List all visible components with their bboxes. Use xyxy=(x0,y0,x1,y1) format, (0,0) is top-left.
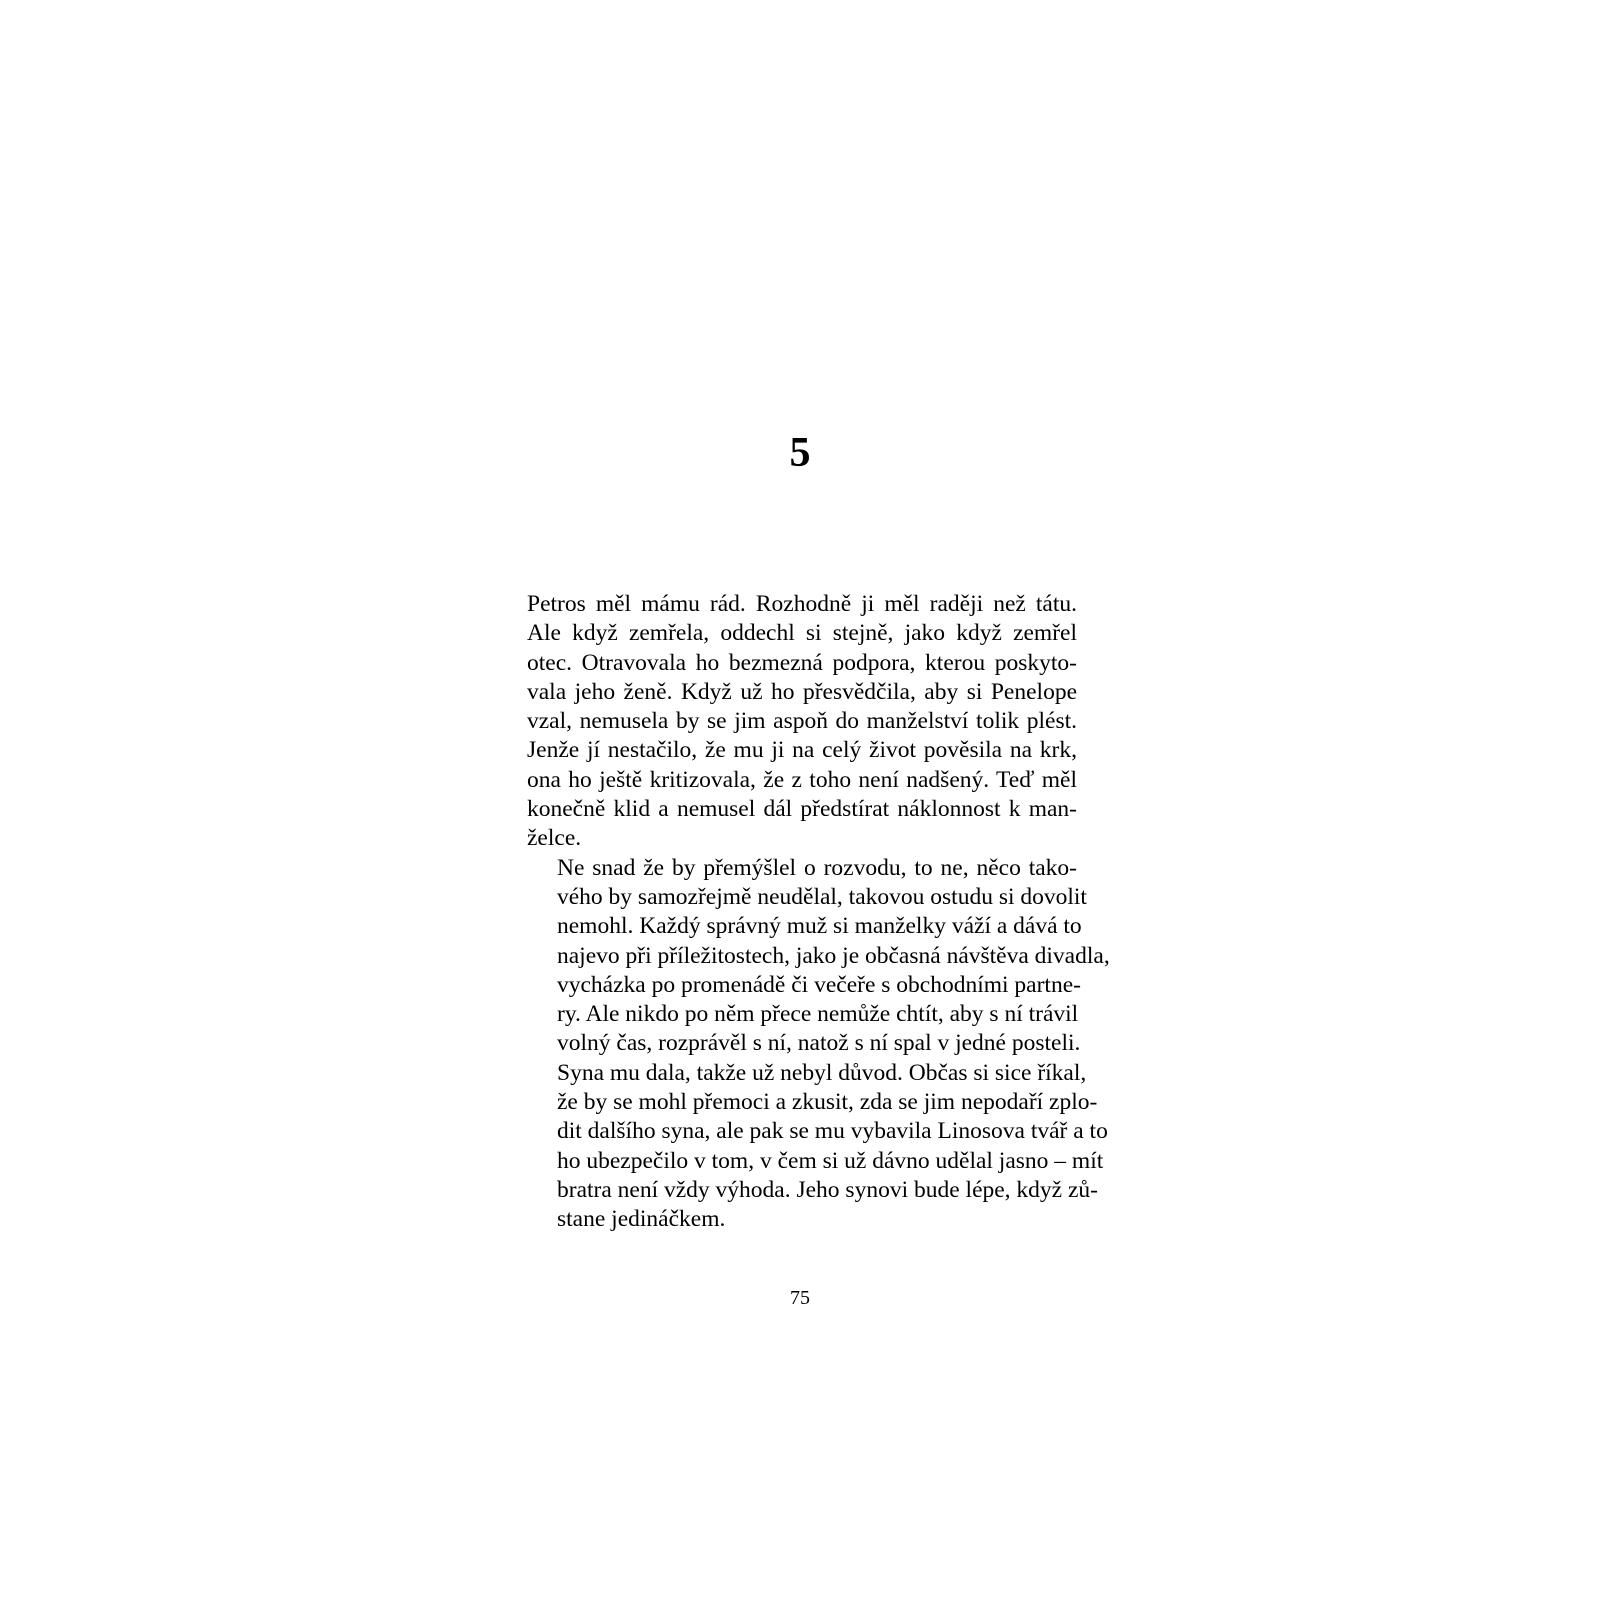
text-line: konečně klid a nemusel dál předstírat náklonnost k man- xyxy=(527,796,1077,823)
text-line: Jenže jí nestačilo, že mu ji na celý život pověsila na krk, xyxy=(527,737,1077,764)
chapter-number: 5 xyxy=(789,430,811,476)
text-line: vzal, nemusela by se jim aspoň do manželství tolik plést. xyxy=(527,708,1077,735)
text-line: želce. xyxy=(527,825,582,852)
text-line: ho ubezpečilo v tom, v čem si už dávno udělal jasno – mít xyxy=(557,1147,1104,1174)
paragraph-2 xyxy=(527,854,1110,1235)
text-line: volný čas, rozprávěl s ní, natož s ní spal v jedné posteli. xyxy=(557,1030,1081,1057)
body-text xyxy=(527,590,1110,1235)
text-line: Syna mu dala, takže už nebyl důvod. Občas si sice říkal, xyxy=(557,1059,1087,1086)
text-line: nemohl. Každý správný muž si manželky váží a dává to xyxy=(557,913,1082,940)
text-line: bratra není vždy výhoda. Jeho synovi bude lépe, když zů- xyxy=(557,1176,1098,1203)
page-number: 75 xyxy=(790,1287,810,1309)
text-line: dit dalšího syna, ale pak se mu vybavila Linosova tvář a to xyxy=(557,1118,1108,1145)
text-line: Ne snad že by přemýšlel o rozvodu, to ne, něco tako- xyxy=(557,854,1077,881)
text-line: otec. Otravovala ho bezmezná podpora, kterou poskyto- xyxy=(527,649,1077,676)
text-line: Petros měl mámu rád. Rozhodně ji měl raději než tátu. xyxy=(527,591,1077,617)
text-line: ona ho ještě kritizovala, že z toho není nadšený. Teď měl xyxy=(527,766,1077,793)
text-line: Ale když zemřela, oddechl si stejně, jako když zemřel xyxy=(527,620,1077,647)
paragraph-1 xyxy=(527,590,1077,854)
text-line: ry. Ale nikdo po něm přece nemůže chtít, aby s ní trávil xyxy=(557,1001,1079,1028)
text-line: že by se mohl přemoci a zkusit, zda se jim nepodaří zplo- xyxy=(557,1089,1098,1116)
text-line: vala jeho ženě. Když už ho přesvědčila, aby si Penelope xyxy=(527,678,1077,705)
text-line: stane jedináčkem. xyxy=(557,1206,726,1233)
text-line: vycházka po promenádě či večeře s obchodními partne- xyxy=(557,971,1081,998)
text-line: najevo při příležitostech, jako je občasná návštěva divadla, xyxy=(557,942,1110,969)
text-line: vého by samozřejmě neudělal, takovou ostudu si dovolit xyxy=(557,883,1087,910)
